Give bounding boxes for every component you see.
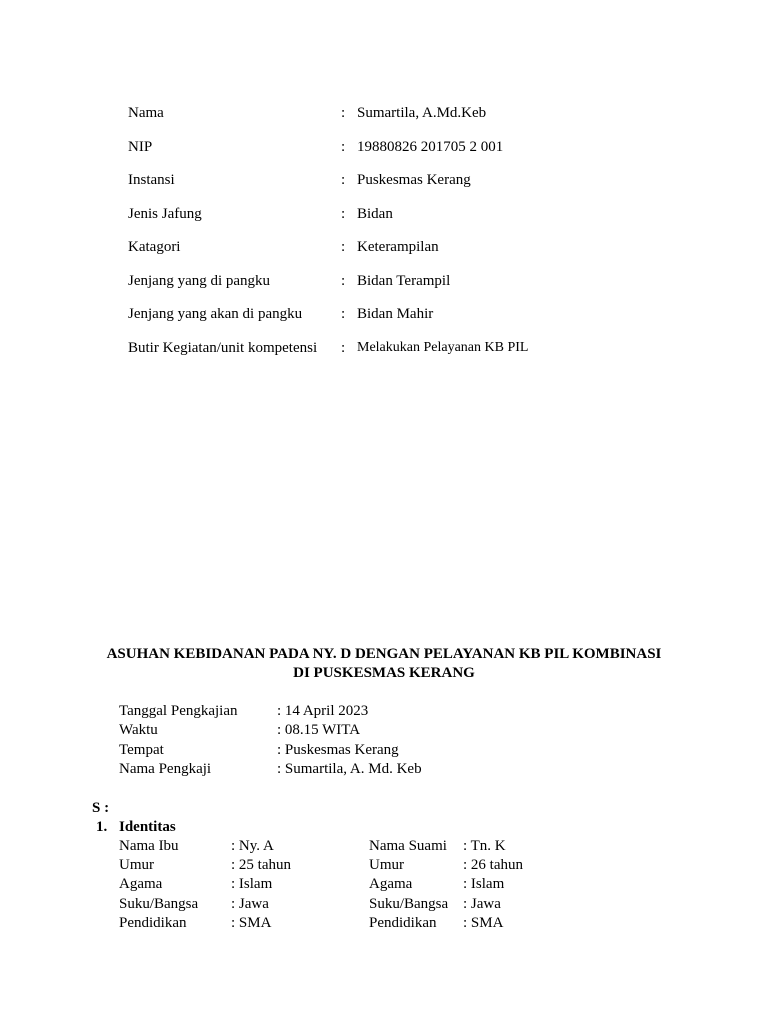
info-row-instansi <box>128 170 688 204</box>
info-row-nip <box>128 137 688 171</box>
identity-value-husband: : Islam <box>463 876 505 893</box>
identity-row-religion <box>119 875 679 894</box>
info-row-name <box>128 103 688 137</box>
identity-value-husband: : SMA <box>463 914 504 931</box>
identity-label-wife: Agama <box>119 876 163 893</box>
info-colon: : <box>341 272 346 289</box>
identity-value-husband: : Jawa <box>463 895 501 912</box>
meta-label: Tanggal Pengkajian <box>119 703 238 719</box>
info-colon: : <box>341 172 346 188</box>
identity-value-wife: : SMA <box>231 914 272 931</box>
identity-label-husband: Agama <box>369 876 413 893</box>
info-value: Melakukan Pelayanan KB PIL <box>357 339 529 355</box>
identity-row-name <box>119 837 679 856</box>
info-colon: : <box>341 138 346 155</box>
info-value: Bidan Terampil <box>357 272 451 289</box>
title-line-2: DI PUSKESMAS KERANG <box>293 665 475 681</box>
info-value: Bidan Mahir <box>357 306 434 322</box>
title-line-1: ASUHAN KEBIDANAN PADA NY. D DENGAN PELAYANAN KB PIL KOMBINASI <box>106 646 662 662</box>
info-colon: : <box>341 205 346 222</box>
identity-row-education <box>119 914 679 933</box>
officer-info-table <box>128 103 688 371</box>
meta-value: : Puskesmas Kerang <box>277 741 399 758</box>
identity-table <box>119 837 679 933</box>
info-row-butir-kegiatan <box>128 338 688 372</box>
info-label: Nama <box>128 105 164 121</box>
meta-label: Waktu <box>119 722 158 739</box>
identity-label-husband: Pendidikan <box>369 914 437 931</box>
identity-label-wife: Umur <box>119 857 154 874</box>
document-title <box>0 645 768 683</box>
identity-label-husband: Suku/Bangsa <box>369 895 449 912</box>
info-label: NIP <box>128 138 153 155</box>
info-value: Sumartila, A.Md.Keb <box>357 105 487 121</box>
info-label: Instansi <box>128 172 175 188</box>
identity-label-wife: Suku/Bangsa <box>119 895 199 912</box>
identity-row-age <box>119 856 679 875</box>
info-value: Keterampilan <box>357 239 439 255</box>
identity-label-husband: Nama Suami <box>369 838 447 854</box>
info-colon: : <box>341 306 346 322</box>
identity-row-ethnicity <box>119 895 679 914</box>
info-row-jafung <box>128 204 688 238</box>
info-row-jenjang-next <box>128 304 688 338</box>
identity-value-husband: : 26 tahun <box>463 857 523 874</box>
identity-label-husband: Umur <box>369 857 404 874</box>
subjective-marker: S : <box>92 800 110 816</box>
info-colon: : <box>341 339 346 356</box>
identity-value-wife: : Ny. A <box>231 838 274 854</box>
identity-value-wife: : 25 tahun <box>231 857 291 874</box>
meta-value: : Sumartila, A. Md. Keb <box>277 760 422 777</box>
identity-value-wife: : Islam <box>231 876 273 893</box>
meta-value: : 08.15 WITA <box>277 722 361 739</box>
info-label: Jenjang yang akan di pangku <box>128 306 303 322</box>
info-label: Jenjang yang di pangku <box>128 272 271 289</box>
info-value: Bidan <box>357 205 393 222</box>
meta-label: Nama Pengkaji <box>119 760 212 777</box>
info-label: Jenis Jafung <box>128 205 202 222</box>
info-value: Puskesmas Kerang <box>357 172 471 188</box>
info-value: 19880826 201705 2 001 <box>357 138 504 155</box>
info-row-katagori <box>128 237 688 271</box>
identity-value-husband: : Tn. K <box>463 838 506 854</box>
info-label: Katagori <box>128 239 181 255</box>
section-number: 1. <box>96 819 108 835</box>
info-colon: : <box>341 239 346 255</box>
identity-value-wife: : Jawa <box>231 895 269 912</box>
section-title: Identitas <box>119 819 176 835</box>
meta-value: : 14 April 2023 <box>277 703 369 719</box>
meta-label: Tempat <box>119 741 164 758</box>
identity-label-wife: Nama Ibu <box>119 838 179 854</box>
info-colon: : <box>341 105 346 121</box>
info-label: Butir Kegiatan/unit kompetensi <box>128 339 318 356</box>
identity-label-wife: Pendidikan <box>119 914 187 931</box>
info-row-jenjang-current <box>128 271 688 305</box>
